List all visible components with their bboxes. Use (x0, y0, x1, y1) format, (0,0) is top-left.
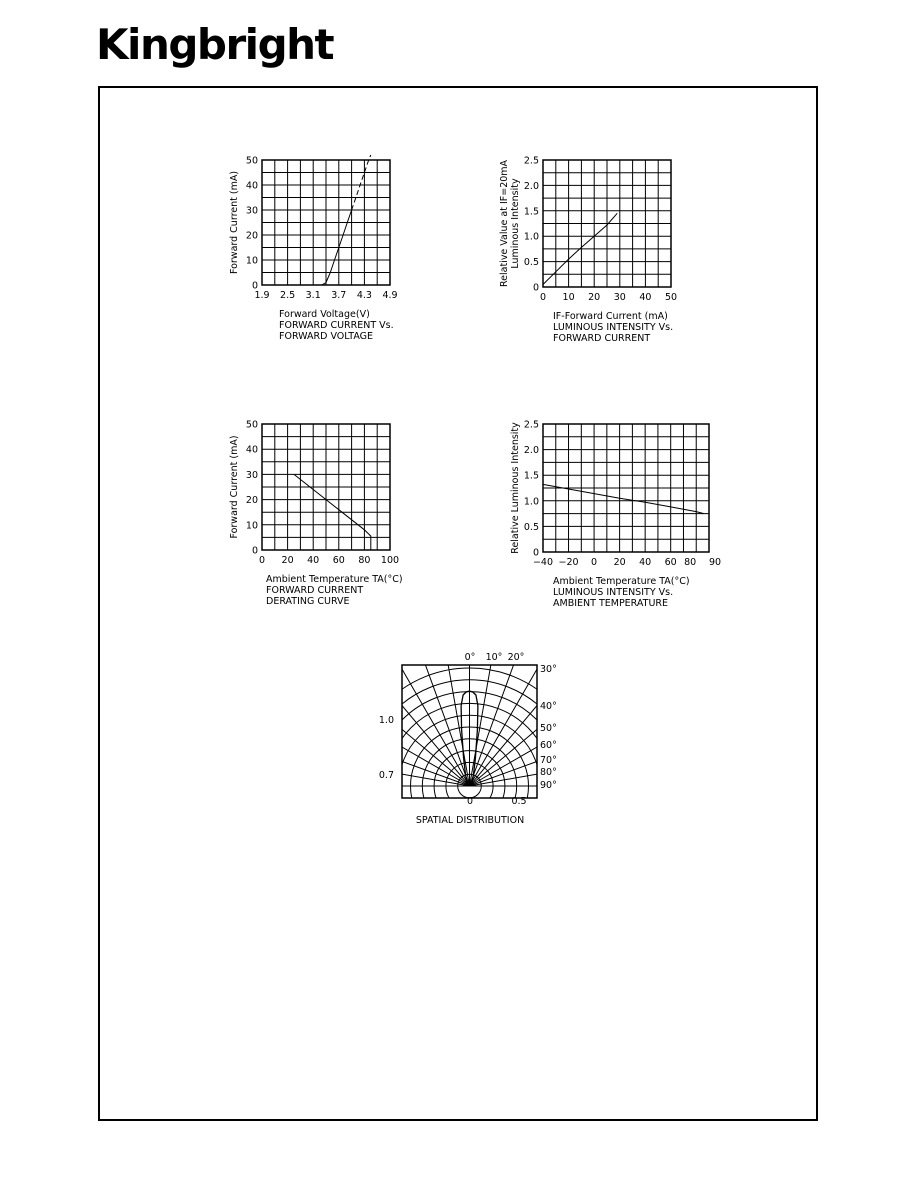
x-tick-label: 4.9 (382, 290, 398, 301)
x-tick-label: 50 (664, 292, 678, 303)
y-tick-label: 40 (245, 444, 258, 456)
y-tick-label: 1.0 (523, 496, 539, 508)
bottom-label: 0.5 (511, 796, 527, 807)
x-tick-label: 60 (332, 555, 345, 566)
y-axis-label: Forward Current (mA) (229, 435, 240, 539)
y-tick-label: 50 (245, 419, 258, 431)
chart-caption: FORWARD CURRENT Vs. (279, 320, 394, 331)
y-tick-label: 0.5 (523, 521, 539, 533)
chart-caption: FORWARD VOLTAGE (279, 331, 374, 342)
y-axis-label: Luminous Intensity (510, 178, 521, 269)
x-tick-label: 40 (639, 292, 652, 303)
chart-4-grid (543, 424, 709, 552)
chart-3 (229, 420, 403, 608)
x-axis-label: IF-Forward Current (mA) (553, 311, 668, 322)
y-tick-label: 30 (245, 205, 258, 217)
x-axis-label: Forward Voltage(V) (279, 309, 370, 320)
x-tick-label: 0 (539, 292, 547, 303)
y-tick-label: 1.5 (523, 206, 539, 218)
angle-label: 50° (540, 723, 557, 734)
angle-label: 80° (540, 767, 557, 778)
angle-label: 10° (485, 652, 503, 663)
angle-label: 30° (540, 664, 557, 675)
kingbright-logo: Kingbright (96, 20, 334, 69)
y-axis-label: Forward Current (mA) (229, 170, 240, 275)
radial-label: 1.0 (378, 715, 394, 726)
angle-label: 90° (540, 780, 557, 791)
x-tick-label: 60 (664, 557, 677, 568)
x-tick-label: 40 (307, 555, 320, 566)
x-tick-label: 3.7 (331, 290, 347, 301)
x-axis-label: Ambient Temperature TA(°C) (553, 576, 690, 587)
series-line (543, 484, 704, 513)
y-tick-label: 0.5 (523, 257, 539, 269)
y-tick-label: 0 (532, 282, 539, 294)
chart-4 (510, 420, 721, 610)
bottom-label: 0 (466, 796, 474, 807)
x-tick-label: 0 (591, 557, 598, 568)
chart-caption: FORWARD CURRENT (553, 333, 651, 344)
x-tick-label: 80 (358, 555, 371, 566)
chart-caption: SPATIAL DISTRIBUTION (415, 815, 525, 826)
x-tick-label: −20 (558, 557, 579, 568)
x-tick-label: 100 (380, 555, 400, 566)
x-tick-label: 20 (613, 557, 626, 568)
y-tick-label: 50 (245, 155, 258, 167)
angle-label: 70° (540, 755, 557, 766)
angle-label: 0° (464, 652, 476, 663)
y-tick-label: 30 (245, 469, 258, 481)
chart-caption: AMBIENT TEMPERATURE (553, 598, 669, 609)
x-tick-label: 2.5 (280, 290, 296, 301)
angle-label: 20° (507, 652, 525, 663)
y-tick-label: 2.5 (523, 419, 539, 431)
chart-2-grid (543, 160, 671, 287)
chart-caption: LUMINOUS INTENSITY Vs. (553, 322, 674, 333)
y-tick-label: 0 (251, 545, 258, 557)
x-tick-label: 90 (709, 557, 722, 568)
x-tick-label: 40 (639, 557, 652, 568)
y-axis-label: Relative Luminous Intensity (510, 422, 521, 554)
x-tick-label: 30 (613, 292, 626, 303)
x-tick-label: 10 (562, 292, 575, 303)
y-tick-label: 2.0 (523, 180, 539, 192)
chart-3-grid (262, 424, 390, 550)
y-tick-label: 0 (532, 547, 539, 559)
y-tick-label: 2.5 (523, 155, 539, 167)
x-axis-label: Ambient Temperature TA(°C) (266, 574, 403, 585)
x-tick-label: 20 (588, 292, 601, 303)
x-tick-label: −40 (532, 557, 554, 568)
chart-1 (229, 155, 398, 342)
radial-label: 0.7 (378, 770, 394, 781)
y-tick-label: 1.0 (523, 231, 539, 243)
x-tick-label: 0 (258, 555, 266, 566)
x-tick-label: 4.3 (356, 290, 372, 301)
y-tick-label: 0 (251, 280, 258, 292)
y-tick-label: 20 (245, 495, 258, 507)
chart-caption: FORWARD CURRENT (266, 585, 364, 596)
series-line (352, 155, 371, 210)
angle-label: 40° (540, 701, 557, 712)
x-tick-label: 20 (281, 555, 294, 566)
y-tick-label: 10 (245, 255, 258, 267)
y-tick-label: 2.0 (523, 445, 539, 457)
chart-5-spatial (270, 586, 670, 904)
x-tick-label: 3.1 (305, 290, 321, 301)
angle-label: 60° (540, 740, 557, 751)
y-tick-label: 40 (245, 180, 258, 192)
chart-caption: LUMINOUS INTENSITY Vs. (553, 587, 674, 598)
polar-grid (270, 586, 670, 904)
y-axis-label: Relative Value at IF=20mA (499, 159, 510, 288)
chart-2 (499, 156, 677, 345)
y-tick-label: 20 (245, 230, 258, 242)
chart-caption: DERATING CURVE (266, 596, 350, 607)
y-tick-label: 10 (245, 520, 258, 532)
x-tick-label: 80 (684, 557, 697, 568)
x-tick-label: 1.9 (254, 290, 270, 301)
chart-1-grid (262, 160, 390, 285)
y-tick-label: 1.5 (523, 470, 539, 482)
